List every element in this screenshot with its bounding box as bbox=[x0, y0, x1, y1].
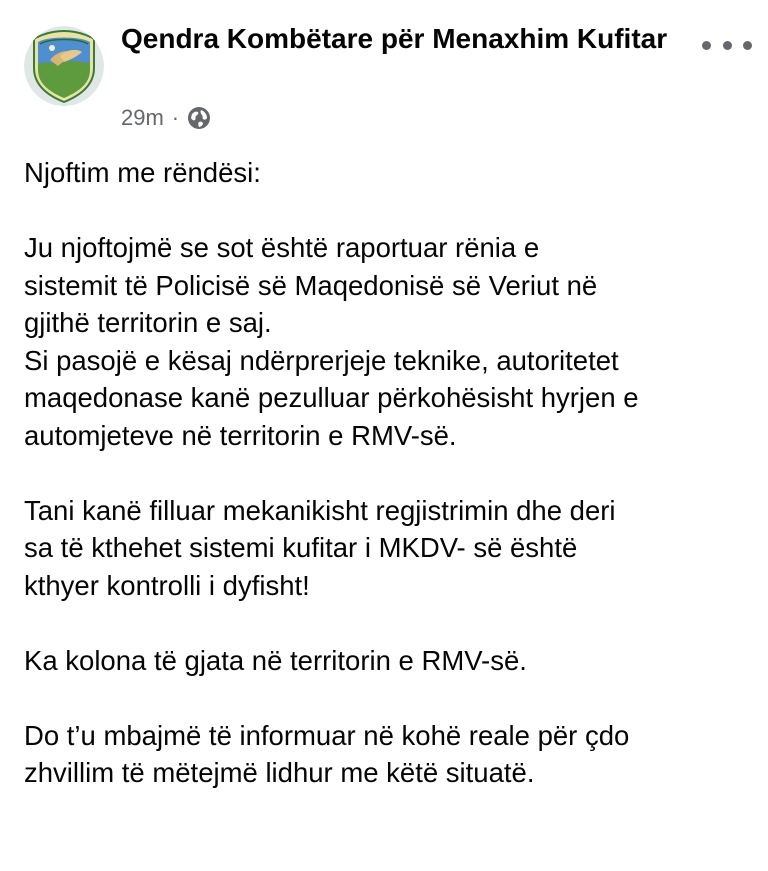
globe-icon[interactable] bbox=[187, 106, 211, 130]
post-text-line: maqedonase kanë pezulluar përkohësisht hyrjen e bbox=[24, 382, 639, 413]
more-options-icon bbox=[723, 41, 732, 50]
post-text-line: zhvillim të mëtejmë lidhur me këtë situatë. bbox=[24, 757, 535, 788]
meta-separator: · bbox=[171, 105, 180, 130]
page-avatar[interactable] bbox=[24, 26, 104, 106]
more-options-icon bbox=[702, 41, 711, 50]
post-text-line: Ka kolona të gjata në territorin e RMV-së. bbox=[24, 644, 527, 676]
post-timestamp[interactable]: 29m bbox=[121, 105, 164, 130]
post-text-line: Si pasojë e kësaj ndërprerjeje teknike, autoritetet bbox=[24, 344, 619, 376]
post-meta bbox=[121, 103, 211, 133]
post-text-line: Do t’u mbajmë të informuar në kohë reale për çdo bbox=[24, 719, 630, 751]
page-logo-icon bbox=[24, 26, 104, 106]
paragraph-break bbox=[24, 454, 754, 492]
paragraph-break bbox=[24, 679, 754, 717]
post-text-line: kthyer kontrolli i dyfisht! bbox=[24, 569, 310, 601]
post-text-line: sistemit të Policisë së Maqedonisë së Veriut në bbox=[24, 269, 598, 301]
page-name-link[interactable]: Qendra Kombëtare për Menaxhim Kufitar bbox=[121, 23, 668, 54]
post-body bbox=[24, 154, 754, 792]
post-text-line: gjithë territorin e saj. bbox=[24, 307, 272, 338]
post-text-line: Tani kanë filluar mekanikisht regjistrimin dhe deri bbox=[24, 494, 616, 526]
post-text-line: Ju njoftojmë se sot është raportuar rënia e bbox=[24, 232, 540, 263]
paragraph-break bbox=[24, 604, 754, 642]
more-options-icon bbox=[743, 41, 752, 50]
post-text-line: automjeteve në territorin e RMV-së. bbox=[24, 419, 457, 451]
paragraph-break bbox=[24, 192, 754, 230]
post-text-line: Njoftim me rëndësi: bbox=[24, 157, 261, 188]
post-text-line: sa të kthehet sistemi kufitar i MKDV- së është bbox=[24, 532, 578, 563]
post-header bbox=[0, 0, 768, 140]
more-options-button[interactable] bbox=[702, 30, 752, 60]
